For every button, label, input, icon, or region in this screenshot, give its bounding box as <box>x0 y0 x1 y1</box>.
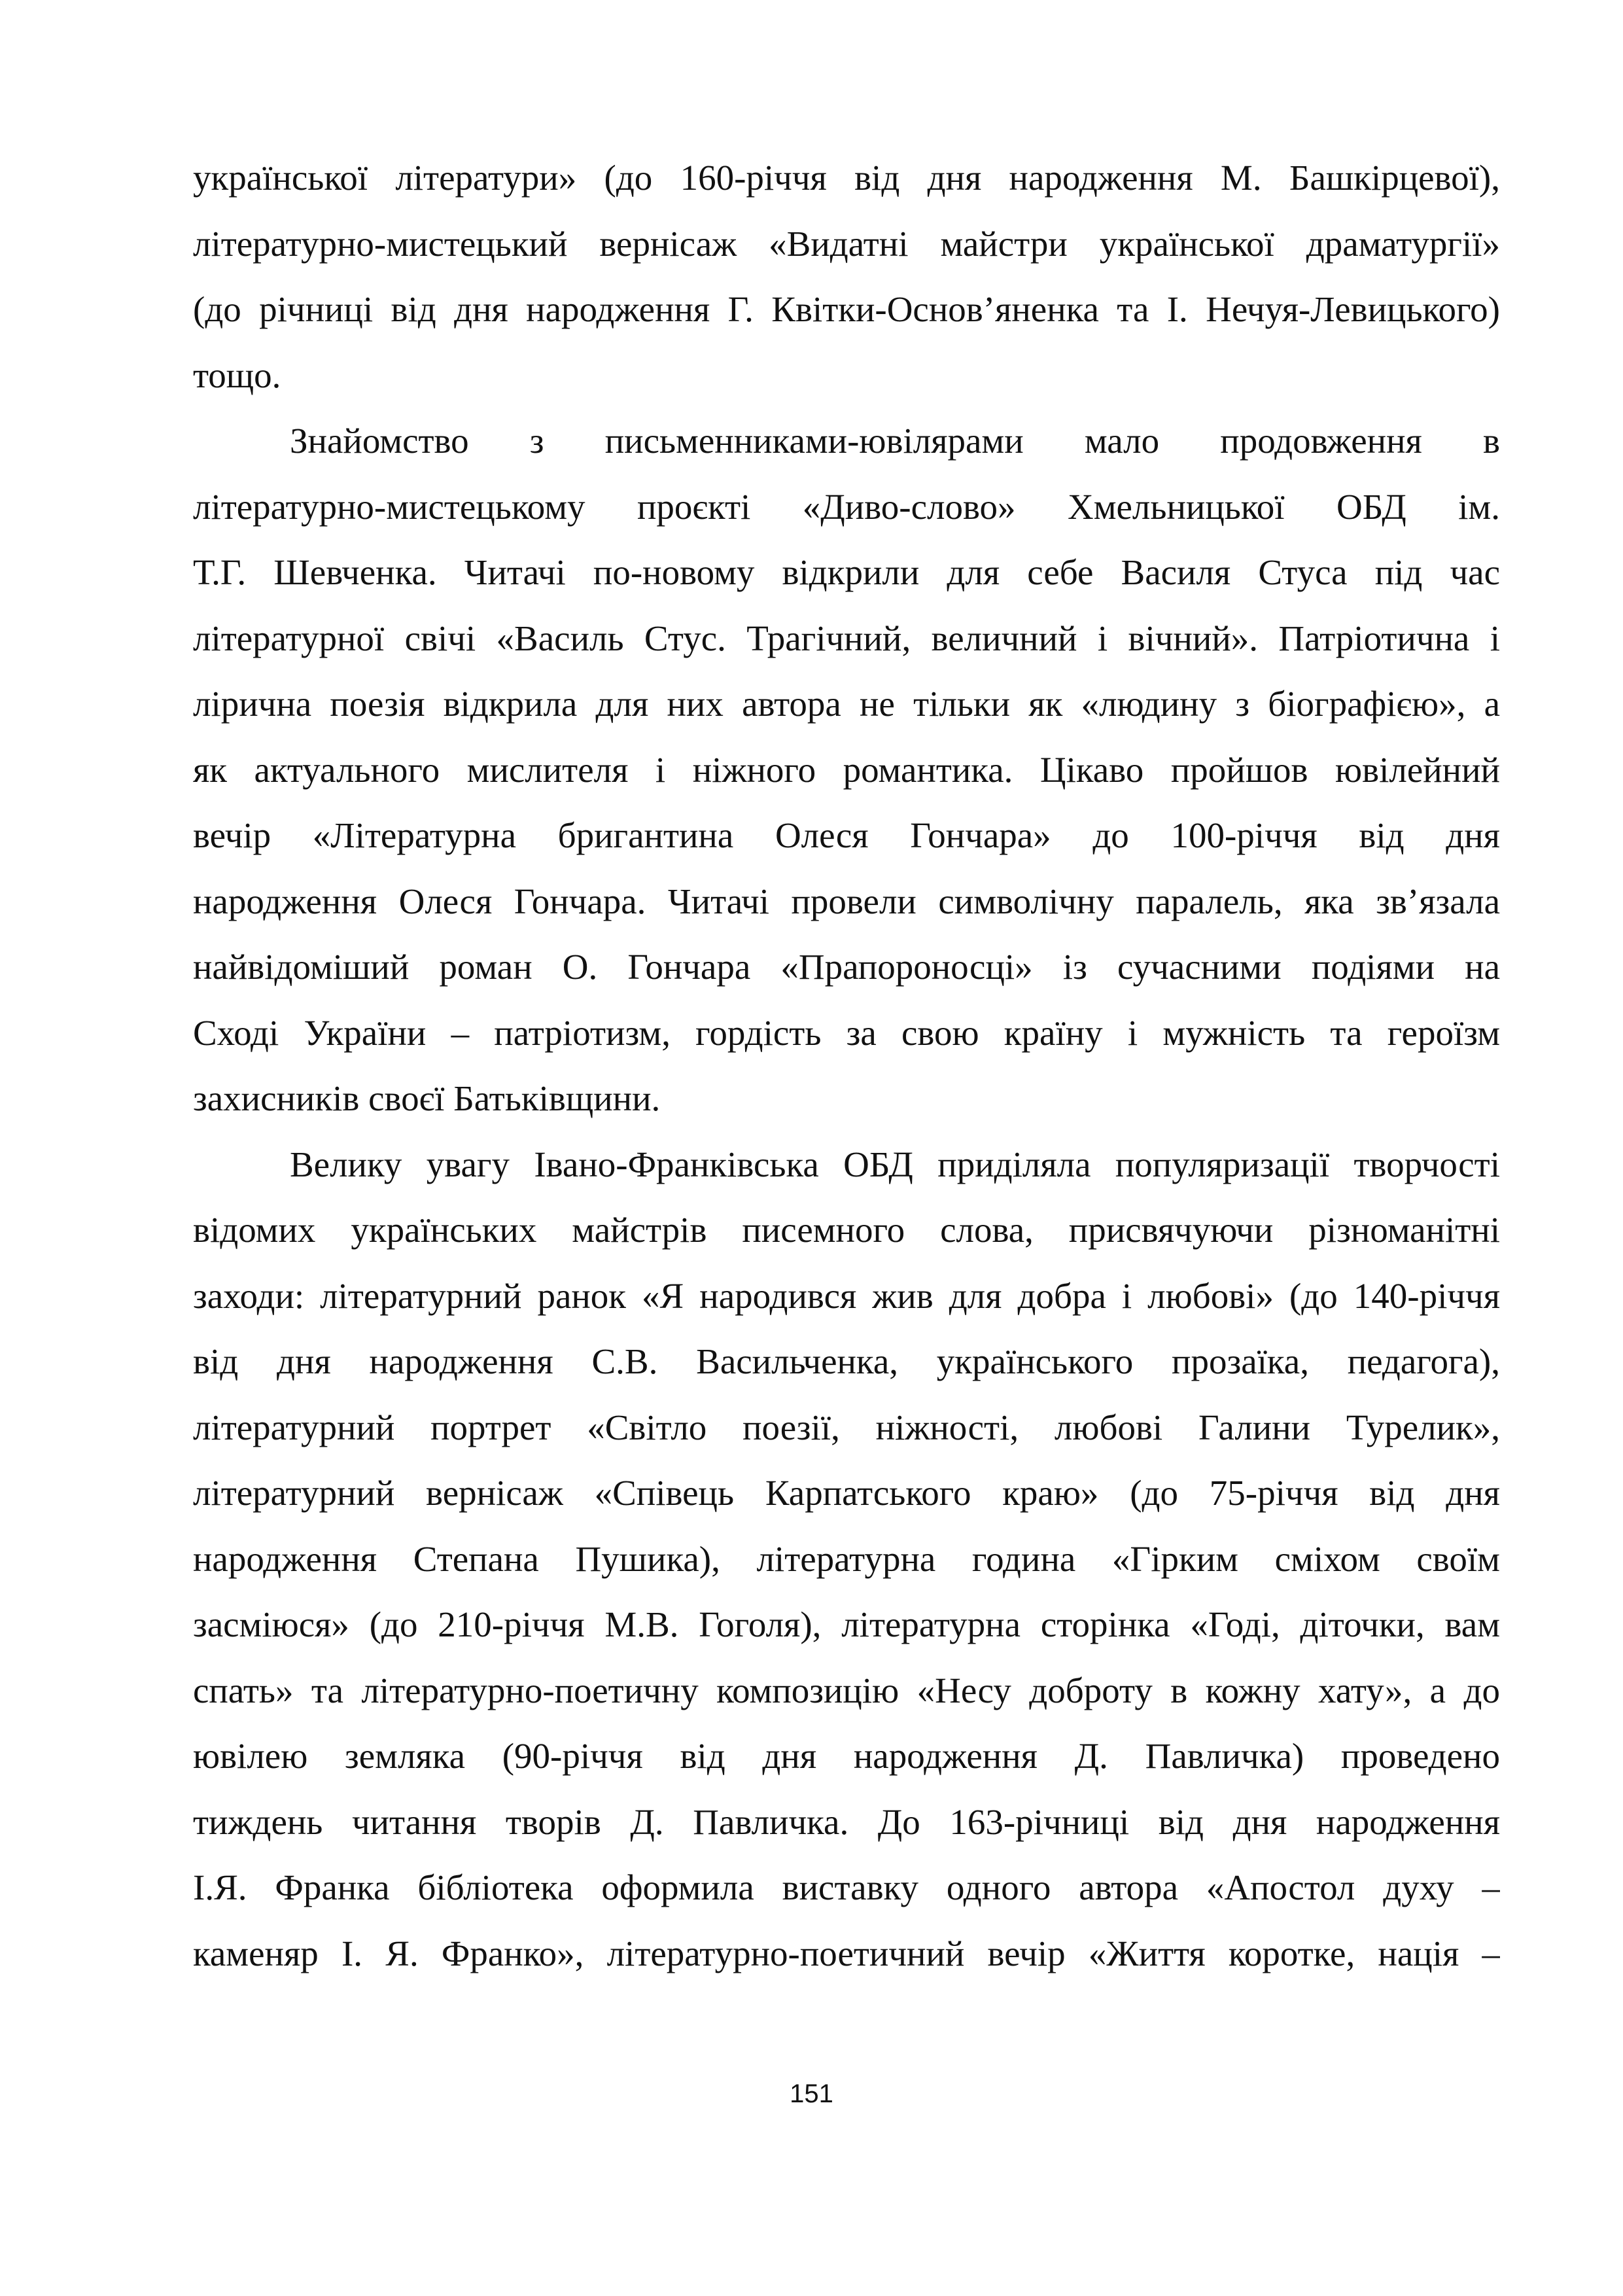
text-line: відомих українських майстрів писемного слова, присвячуючи різноманітні <box>193 1210 1500 1250</box>
text-line: захисників своєї Батьківщини. <box>193 1078 661 1118</box>
page-number: 151 <box>790 2079 833 2108</box>
body-text <box>193 145 1500 1987</box>
text-line: найвідоміший роман О. Гончара «Прапороносці» із сучасними подіями на <box>193 947 1500 987</box>
text-line: засміюся» (до 210-річчя М.В. Гоголя), літературна сторінка «Годі, діточки, вам <box>193 1604 1500 1644</box>
text-line: народження Олеся Гончара. Читачі провели символічну паралель, яка зв’язала <box>193 881 1500 921</box>
text-line: каменяр І. Я. Франко», літературно-поетичний вечір «Життя коротке, нація – <box>193 1933 1500 1973</box>
text-line: як актуального мислителя і ніжного романтика. Цікаво пройшов ювілейний <box>193 749 1500 790</box>
text-line: лірична поезія відкрила для них автора не тільки як «людину з біографією», а <box>193 684 1500 724</box>
text-line: літературний вернісаж «Співець Карпатського краю» (до 75-річчя від дня <box>193 1473 1500 1513</box>
text-line: народження Степана Пушика), літературна година «Гірким сміхом своїм <box>193 1538 1500 1579</box>
text-line: від дня народження С.В. Васильченка, українського прозаїка, педагога), <box>193 1341 1500 1381</box>
paragraph <box>193 145 1500 408</box>
text-line: вечір «Літературна бригантина Олеся Гончара» до 100-річчя від дня <box>193 815 1500 855</box>
text-line: спать» та літературно-поетичну композицію «Несу доброту в кожну хату», а до <box>193 1670 1500 1710</box>
text-line: літературно-мистецькому проєкті «Диво-слово» Хмельницької ОБД ім. <box>193 486 1500 527</box>
text-line: літературно-мистецький вернісаж «Видатні майстри української драматургії» <box>193 223 1500 264</box>
text-line: української літератури» (до 160-річчя від дня народження М. Башкірцевої), <box>193 158 1500 198</box>
text-line: літературний портрет «Світло поезії, ніжності, любові Галини Турелик», <box>193 1407 1500 1447</box>
text-line: (до річниці від дня народження Г. Квітки-Основ’яненка та І. Нечуя-Левицького) <box>193 289 1500 329</box>
text-line: Знайомство з письменниками-ювілярами мало продовження в <box>290 421 1500 461</box>
text-line: Т.Г. Шевченка. Читачі по-новому відкрили для себе Василя Стуса під час <box>193 552 1500 592</box>
paragraph <box>193 1132 1500 1987</box>
text-line: ювілею земляка (90-річчя від дня народження Д. Павличка) проведено <box>193 1736 1500 1776</box>
text-line: заходи: літературний ранок «Я народився жив для добра і любові» (до 140-річчя <box>193 1275 1500 1316</box>
text-line: Сході України – патріотизм, гордість за свою країну і мужність та героїзм <box>193 1012 1500 1053</box>
paragraph <box>193 408 1500 1132</box>
text-line: Велику увагу Івано-Франківська ОБД приділяла популяризації творчості <box>290 1144 1500 1184</box>
text-line: І.Я. Франка бібліотека оформила виставку одного автора «Апостол духу – <box>193 1867 1500 1907</box>
text-line: літературної свічі «Василь Стус. Трагічний, величний і вічний». Патріотична і <box>193 618 1500 658</box>
text-line: тиждень читання творів Д. Павличка. До 163-річниці від дня народження <box>193 1801 1500 1842</box>
text-line: тощо. <box>193 355 281 395</box>
